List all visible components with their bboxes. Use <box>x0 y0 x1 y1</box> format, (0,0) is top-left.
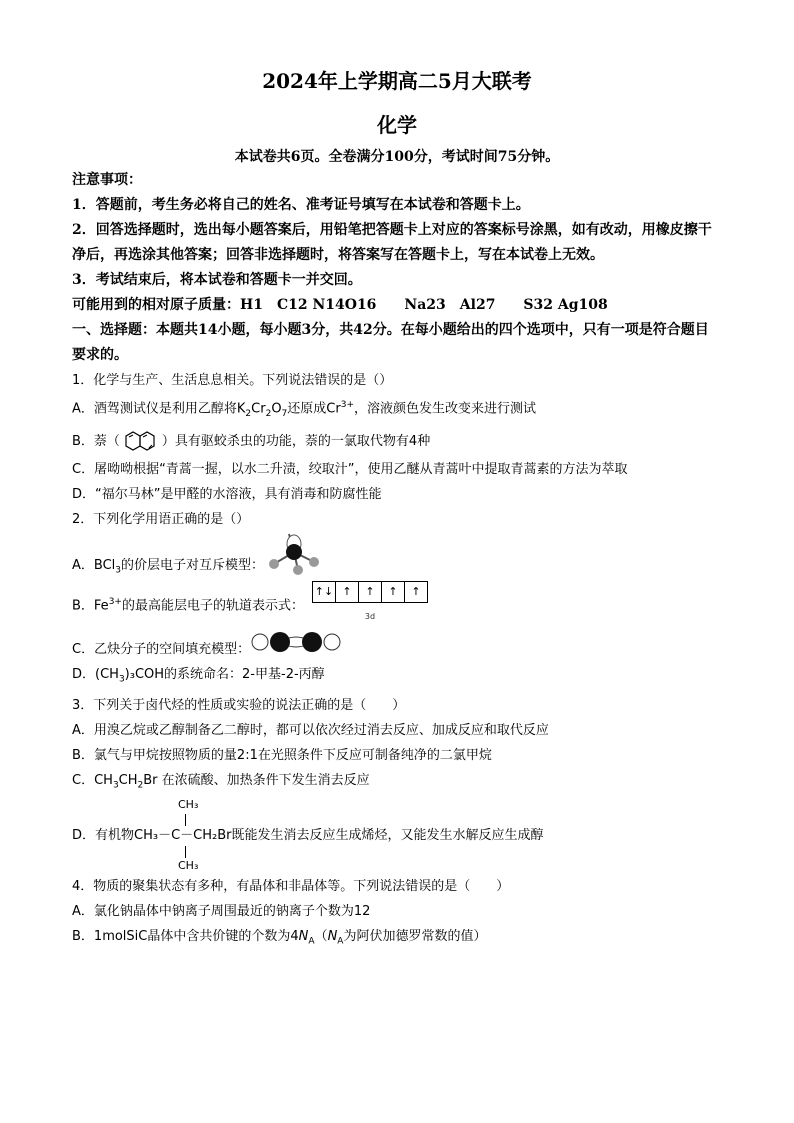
subject-title: 化学 <box>377 113 417 137</box>
option-a: A．用溴乙烷或乙醇制备乙二醇时，都可以依次经过消去反应、加成反应和取代反应 <box>72 722 549 738</box>
acetylene-space-filling-icon <box>250 626 342 658</box>
structure-bond-bottom <box>185 846 186 858</box>
option-b: B．1molSiC晶体中含共价键的个数为$4N_A(N_A$为阿伏加德罗常数的值） <box>72 929 487 947</box>
exam-info: 本试卷共6页。全卷满分100分，考试时间75分钟。 <box>234 149 560 165</box>
orbital-box: ↑ <box>382 582 405 602</box>
question-stem: 3．下列关于卤代烃的性质或实验的说法正确的是（ ） <box>72 697 406 713</box>
vsepr-model-icon <box>264 528 324 578</box>
orbital-box: ↑ <box>411 584 421 598</box>
structure-main: D．有机物CH₃－C－CH₂Br <box>72 828 232 844</box>
option-c: C．屠呦呦根据“青蒿一握，以水二升渍，绞取汁”，使用乙醚从青蒿叶中提取青蒿素的方法为萃取 <box>72 461 628 477</box>
option-b: B．萘（ ）具有驱蛟杀虫的功能，萘的一氯取代物有4种 <box>72 427 722 457</box>
option-c: C．乙炔分子的空间填充模型： <box>72 624 722 662</box>
question-stem: 2．下列化学用语正确的是（） <box>72 511 250 527</box>
atomic-mass-line: 可能用到的相对原子质量：H1 C12 N14O16 Na23 Al27 S32 Ag108 <box>72 297 608 313</box>
option-d: D．“福尔马林”是甲醛的水溶液，具有消毒和防腐性能 <box>72 486 382 502</box>
option-c: C．$CH_3CH_2Br$ 在浓硫酸、加热条件下发生消去反应 <box>72 772 370 791</box>
section-heading: 一、选择题：本题共14小题，每小题3分，共42分。在每小题给出的四个选项中，只有一项是符合题目要求的。 <box>72 322 709 363</box>
option-d: CH₃ D．有机物CH₃－C－CH₂Br既能发生消去反应生成烯烃，又能发生水解反应生成醇 CH₃ <box>72 798 544 873</box>
note-item: 3．考试结束后，将本试卷和答题卡一并交回。 <box>72 272 362 288</box>
orbital-box: ↑ <box>336 582 359 602</box>
option-a: A．BCl$_3$的价层电子对互斥模型： <box>72 532 722 584</box>
option-d: D．$(CH_3)_3COH$的系统命名：2-甲基-2-丙醇 <box>72 666 325 685</box>
note-item: 1．答题前，考生务必将自己的姓名、准考证号填写在本试卷和答题卡上。 <box>72 197 530 213</box>
question-stem: 4．物质的聚集状态有多种，有晶体和非晶体等。下列说法错误的是（ ） <box>72 879 510 895</box>
orbital-diagram <box>312 581 428 603</box>
notes-heading: 注意事项： <box>72 172 142 188</box>
structure-top-ch3: CH₃ <box>178 798 199 812</box>
structure-bottom-ch3: CH₃ <box>178 859 199 873</box>
option-a: A．酒驾测试仪是利用乙醇将$K_2Cr_2O_7$还原成$Cr^{3+}$，溶液颜色发生改变来进行测试 <box>72 400 537 419</box>
exam-page <box>72 66 722 955</box>
note-item: 2．回答选择题时，选出每小题答案后，用铅笔把答题卡上对应的答案标号涂黑，如有改动，用橡皮擦干净后，再选涂其他答案；回答非选择题时，将答案写在答题卡上，写在本试卷上无效。 <box>72 222 712 263</box>
orbital-caption: 3d <box>364 611 376 621</box>
orbital-box: ↑↓ <box>313 582 336 602</box>
naphthalene-structure-icon <box>120 429 162 455</box>
option-b: B．$Fe^{3+}$的最高能层电子的轨道表示式： ↑↓ ↑ ↑ ↑ ↑ 3d <box>72 584 722 624</box>
option-b: B．氯气与甲烷按照物质的量2:1在光照条件下反应可制备纯净的二氯甲烷 <box>72 747 492 763</box>
question-stem: 1．化学与生产、生活息息相关。下列说法错误的是（） <box>72 373 393 388</box>
option-a: A．氯化钠晶体中钠离子周围最近的钠离子个数为12 <box>72 904 371 920</box>
exam-title: 2024年上学期高二5月大联考 <box>262 69 532 93</box>
orbital-box: ↑ <box>359 582 382 602</box>
